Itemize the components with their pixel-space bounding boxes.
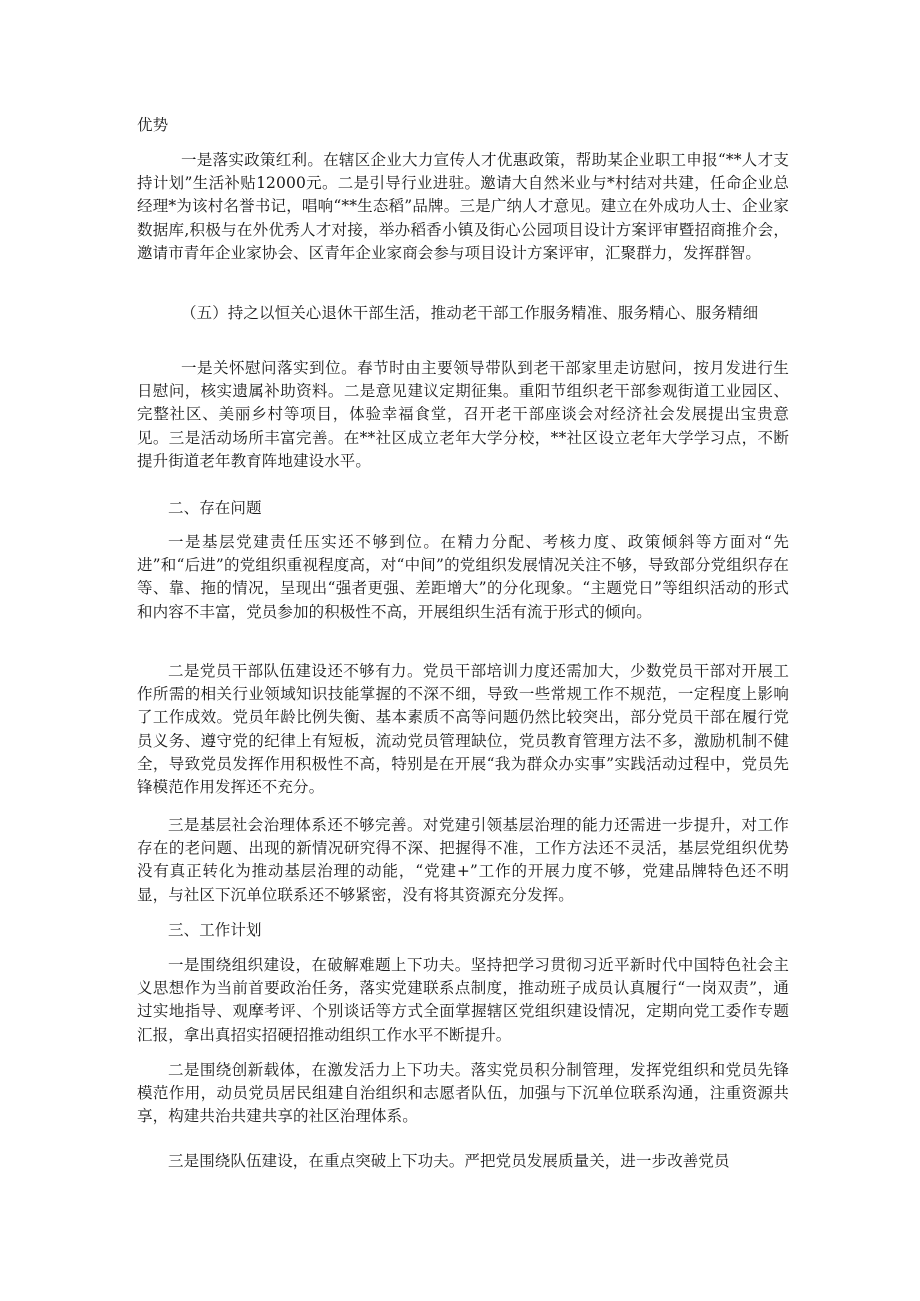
paragraph-plan-2: 二是围绕创新载体，在激发活力上下功夫。落实党员积分制管理，发挥党组织和党员先锋模范作用，动员党员居民组建自治组织和志愿者队伍，加强与下沉单位联系沟通，注重资源共享，构建共治共建共享的社区治理体系。	[137, 1061, 789, 1126]
section-heading-work-plan: 三、工作计划	[168, 921, 262, 939]
section-heading-retired-cadres: （五）持之以恒关心退休干部生活，推动老干部工作服务精准、服务精心、服务精细	[181, 304, 759, 322]
paragraph-problem-2: 二是党员干部队伍建设还不够有力。党员干部培训力度还需加大，少数党员干部对开展工作所需的相关行业领域知识技能掌握的不深不细，导致一些常规工作不规范，一定程度上影响了工作成效。党员年龄比例失衡、基本素质不高等问题仍然比较突出，部分党员干部在履行党员义务、遵守党的纪律上有短板，流动党员管理缺位，党员教育管理方法不多，激励机制不健全，导致党员发挥作用积极性不高，特别是在开展“我为群众办实事”实践活动过程中，党员先锋模范作用发挥还不充分。	[137, 662, 789, 797]
paragraph-plan-3: 三是围绕队伍建设，在重点突破上下功夫。严把党员发展质量关，进一步改善党员	[168, 1152, 730, 1170]
paragraph-retired-cadres: 一是关怀慰问落实到位。春节时由主要领导带队到老干部家里走访慰问，按月发进行生日慰问，核实遗属补助资料。二是意见建议定期征集。重阳节组织老干部参观街道工业园区、完整社区、美丽乡村等项目，体验幸福食堂，召开老干部座谈会对经济社会发展提出宝贵意见。三是活动场所丰富完善。在**社区成立老年大学分校，**社区设立老年大学学习点，不断提升街道老年教育阵地建设水平。	[137, 359, 789, 470]
paragraph-plan-1: 一是围绕组织建设，在破解难题上下功夫。坚持把学习贯彻习近平新时代中国特色社会主义思想作为当前首要政治任务，落实党建联系点制度，推动班子成员认真履行“一岗双责”，通过实地指导、观摩考评、个别谈话等方式全面掌握辖区党组织建设情况，定期向党工委作专题汇报，拿出真招实招硬招推动组织工作水平不断提升。	[137, 956, 789, 1044]
paragraph-problem-1: 一是基层党建责任压实还不够到位。在精力分配、考核力度、政策倾斜等方面对“先进”和“后进”的党组织重视程度高，对“中间”的党组织发展情况关注不够，导致部分党组织存在等、靠、拖的情况，呈现出“强者更强、差距增大”的分化现象。“主题党日”等组织活动的形式和内容不丰富，党员参加的积极性不高，开展组织生活有流于形式的倾向。	[137, 533, 789, 621]
paragraph-problem-3: 三是基层社会治理体系还不够完善。对党建引领基层治理的能力还需进一步提升，对工作存在的老问题、出现的新情况研究得不深、把握得不准，工作方法还不灵活，基层党组织优势没有真正转化为推动基层治理的动能，“党建+”工作的开展力度不够，党建品牌特色还不明显，与社区下沉单位联系还不够紧密，没有将其资源充分发挥。	[137, 816, 789, 904]
section-heading-problems: 二、存在问题	[168, 499, 262, 517]
paragraph-talent-policy: 一是落实政策红利。在辖区企业大力宣传人才优惠政策，帮助某企业职工申报“**人才支持计划”生活补贴12000元。二是引导行业进驻。邀请大自然米业与*村结对共建，任命企业总经理*为该村名誉书记，唱响“**生态稻”品牌。三是广纳人才意见。建立在外成功人士、企业家数据库,积极与在外优秀人才对接，举办稻香小镇及街心公园项目设计方案评审暨招商推介会，邀请市青年企业家协会、区青年企业家商会参与项目设计方案评审，汇聚群力，发挥群智。	[137, 151, 789, 262]
paragraph-continuation: 优势	[137, 116, 169, 134]
